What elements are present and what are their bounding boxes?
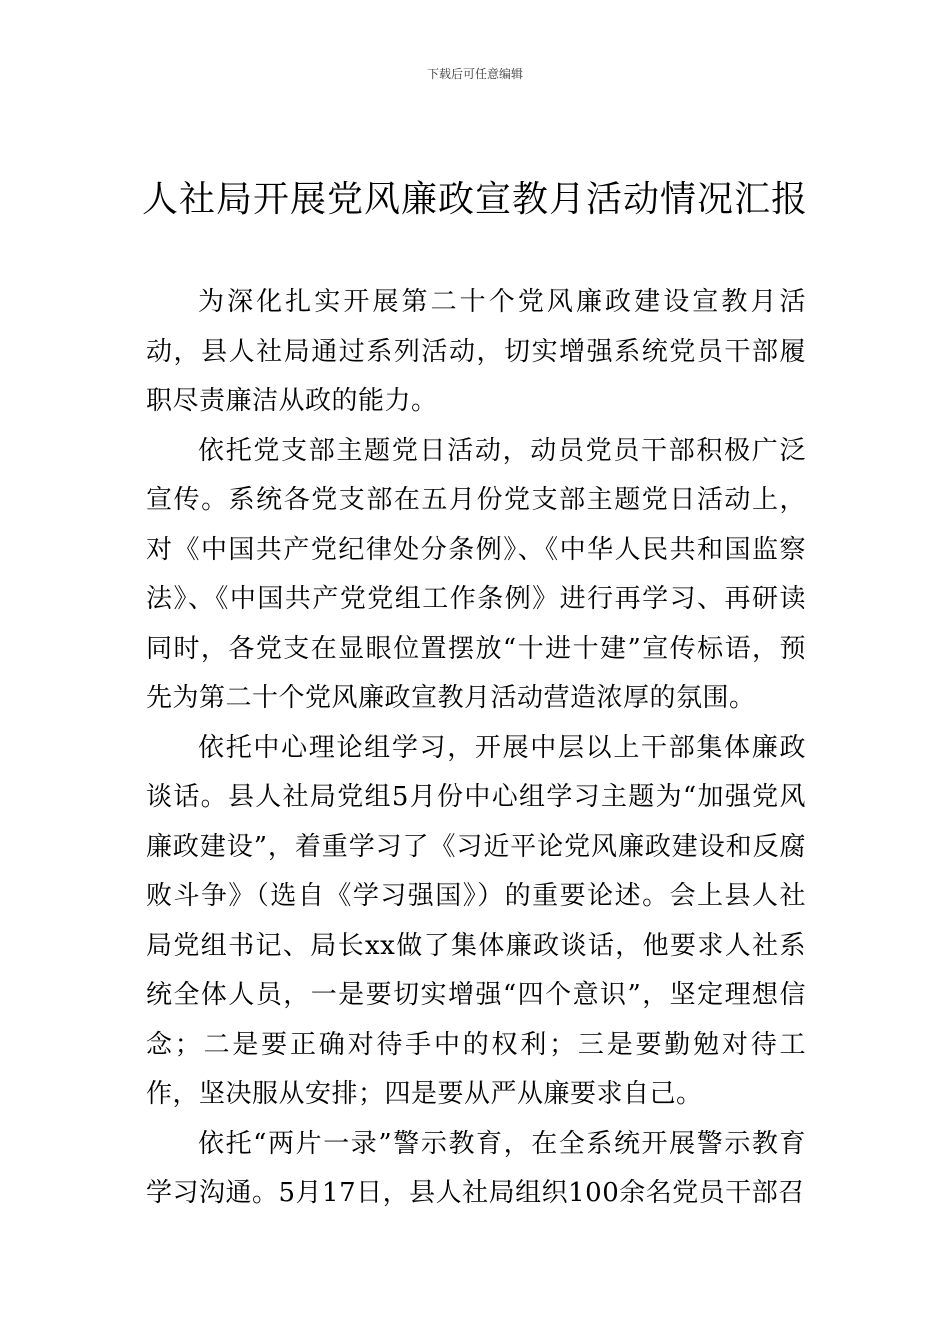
paragraph: 为深化扎实开展第二十个党风廉政建设宣教月活动，县人社局通过系列活动，切实增强系统党员干部履职尽责廉洁从政的能力。 — [146, 287, 806, 416]
paragraph: 依托中心理论组学习，开展中层以上干部集体廉政谈话。县人社局党组5月份中心组学习主题为“加强党风廉政建设”，着重学习了《习近平论党风廉政建设和反腐败斗争》（选自《学习强国》）的重要论述。会上县人社局党组书记、局长xx做了集体廉政谈话，他要求人社系统全体人员，一是要切实增强“四个意识”，坚定理想信念；二是要正确对待手中的权利；三是要勤勉对待工作，坚决服从安排；四是要从严从廉要求自己。 — [146, 732, 806, 1109]
header-note: 下载后可任意编辑 — [426, 67, 523, 81]
paragraph: 依托党支部主题党日活动，动员党员干部积极广泛宣传。系统各党支部在五月份党支部主题党日活动上，对《中国共产党纪律处分条例》、《中华人民共和国监察法》、《中国共产党党组工作条例》进行再学习、再研读同时，各党支在显眼位置摆放“十进十建”宣传标语，预先为第二十个党风廉政宣教月活动营造浓厚的氛围。 — [146, 435, 806, 713]
document-body — [146, 278, 806, 1219]
document-title: 人社局开展党风廉政宣教月活动情况汇报 — [141, 179, 808, 220]
paragraph: 依托“两片一录”警示教育，在全系统开展警示教育学习沟通。5月17日，县人社局组织100余名党员干部召 — [146, 1128, 806, 1208]
